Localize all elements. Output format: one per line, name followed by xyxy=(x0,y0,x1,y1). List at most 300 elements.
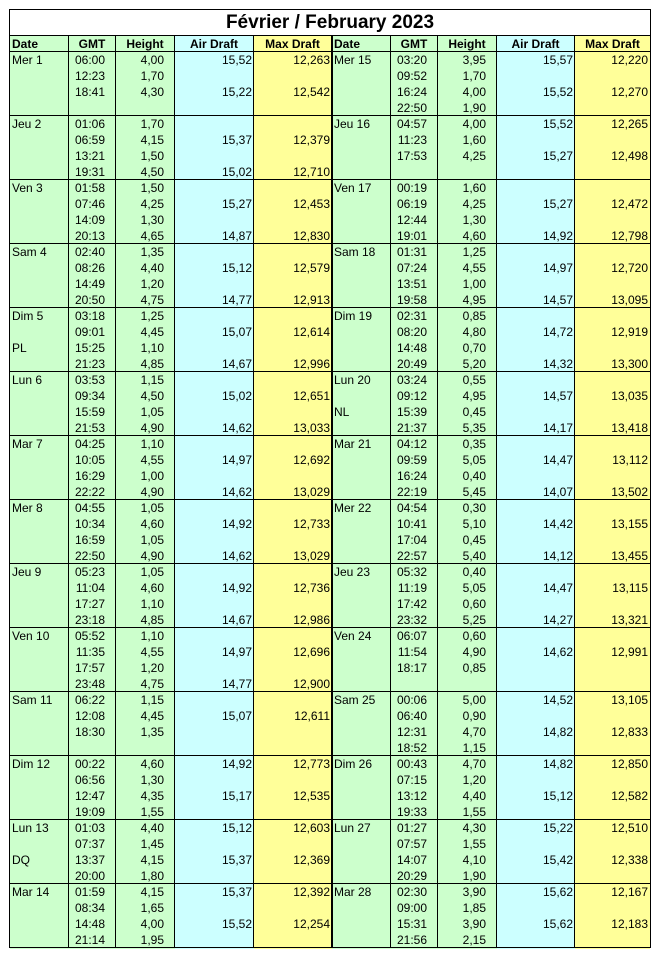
tide-height: 4,95 xyxy=(462,293,486,307)
tide-height: 1,30 xyxy=(140,773,164,787)
tide-time: 10:34 xyxy=(74,517,105,531)
air-draft-value: 15,42 xyxy=(542,853,573,867)
max-draft-value: 13,105 xyxy=(611,693,648,707)
moon-phase-label: PL xyxy=(12,341,27,355)
header-max-right: Max Draft xyxy=(575,36,650,52)
air-draft-value: 14,97 xyxy=(542,261,573,275)
tide-height: 1,65 xyxy=(140,901,164,915)
max-draft-value: 13,455 xyxy=(611,549,648,563)
tide-time: 12:31 xyxy=(396,725,427,739)
air-draft-value: 15,17 xyxy=(221,789,252,803)
tide-height: 5,05 xyxy=(462,453,486,467)
air-draft-value: 15,52 xyxy=(542,117,573,131)
tide-time: 11:04 xyxy=(75,581,105,595)
tide-height: 0,85 xyxy=(462,309,486,323)
tide-time: 17:53 xyxy=(396,149,427,163)
max-draft-value: 12,220 xyxy=(611,53,648,67)
tide-height: 1,05 xyxy=(140,405,164,419)
max-draft-value: 12,986 xyxy=(293,613,330,627)
tide-time: 18:52 xyxy=(396,741,427,755)
tide-time: 07:46 xyxy=(74,197,105,211)
tide-height: 1,60 xyxy=(462,133,486,147)
tide-height: 1,25 xyxy=(140,309,164,323)
tide-height: 3,95 xyxy=(462,53,486,67)
max-draft-value: 13,115 xyxy=(612,581,648,595)
air-draft-value: 14,77 xyxy=(221,677,252,691)
tide-height: 4,90 xyxy=(140,549,164,563)
max-draft-value: 12,270 xyxy=(611,85,648,99)
day-label: Mar 28 xyxy=(334,885,372,899)
tide-height: 4,75 xyxy=(140,293,164,307)
tide-height: 3,90 xyxy=(462,885,486,899)
air-draft-value: 14,72 xyxy=(542,325,573,339)
day-label: Mer 1 xyxy=(12,53,43,67)
air-draft-value: 14,27 xyxy=(542,613,573,627)
max-draft-value: 12,453 xyxy=(293,197,330,211)
day-label: Sam 11 xyxy=(12,693,53,707)
air-draft-value: 14,82 xyxy=(542,725,573,739)
tide-height: 1,15 xyxy=(140,693,164,707)
air-draft-value: 14,07 xyxy=(542,485,573,499)
tide-time: 02:31 xyxy=(396,309,427,323)
tide-time: 17:42 xyxy=(396,597,427,611)
max-draft-value: 12,830 xyxy=(293,229,330,243)
tide-height: 1,20 xyxy=(140,661,164,675)
tide-time: 06:00 xyxy=(74,53,105,67)
page-title: Février / February 2023 xyxy=(10,10,650,36)
column-divider xyxy=(115,36,116,947)
tide-time: 01:59 xyxy=(74,885,105,899)
tide-time: 21:56 xyxy=(396,933,427,947)
tide-height: 0,45 xyxy=(462,533,486,547)
day-label: Lun 27 xyxy=(334,821,371,835)
tide-time: 19:31 xyxy=(74,165,105,179)
tide-time: 04:12 xyxy=(396,437,427,451)
air-draft-value: 15,62 xyxy=(542,917,573,931)
tide-time: 11:54 xyxy=(397,645,427,659)
column-divider xyxy=(390,36,391,947)
tide-height: 4,70 xyxy=(462,725,486,739)
tide-time: 21:37 xyxy=(396,421,427,435)
column-divider xyxy=(437,36,438,947)
max-draft-value: 12,913 xyxy=(293,293,330,307)
max-draft-value: 12,535 xyxy=(293,789,330,803)
air-draft-value: 15,37 xyxy=(221,853,252,867)
air-draft-value: 14,87 xyxy=(221,229,252,243)
tide-time: 18:17 xyxy=(396,661,427,675)
air-draft-value: 15,52 xyxy=(221,53,252,67)
max-draft-value: 12,850 xyxy=(611,757,648,771)
tide-height: 1,55 xyxy=(462,805,486,819)
tide-height: 4,55 xyxy=(140,645,164,659)
column-divider xyxy=(253,36,254,947)
max-draft-value: 12,254 xyxy=(293,917,330,931)
tide-time: 12:08 xyxy=(74,709,105,723)
tide-height: 1,10 xyxy=(140,597,164,611)
tide-height: 1,30 xyxy=(140,213,164,227)
tide-time: 23:48 xyxy=(74,677,105,691)
max-draft-value: 13,502 xyxy=(611,485,648,499)
tide-height: 4,40 xyxy=(462,789,486,803)
day-label: Dim 26 xyxy=(334,757,373,771)
max-draft-value: 13,095 xyxy=(611,293,648,307)
tide-height: 1,05 xyxy=(140,565,164,579)
tide-height: 3,90 xyxy=(462,917,486,931)
tide-time: 13:37 xyxy=(74,853,105,867)
max-draft-value: 12,720 xyxy=(611,261,648,275)
tide-height: 4,40 xyxy=(140,261,164,275)
max-draft-value: 12,651 xyxy=(293,389,330,403)
max-draft-value: 12,798 xyxy=(611,229,648,243)
max-draft-value: 12,603 xyxy=(293,821,330,835)
tide-height: 1,25 xyxy=(462,245,486,259)
tide-height: 1,85 xyxy=(462,901,486,915)
tide-height: 4,30 xyxy=(140,85,164,99)
tide-height: 1,35 xyxy=(140,245,164,259)
header-gmt-right: GMT xyxy=(391,36,438,52)
max-draft-value: 12,472 xyxy=(611,197,648,211)
max-draft-value: 12,773 xyxy=(293,757,330,771)
tide-height: 4,90 xyxy=(140,485,164,499)
tide-time: 03:24 xyxy=(396,373,427,387)
day-label: Mar 7 xyxy=(12,437,43,451)
day-label: Mer 15 xyxy=(334,53,372,67)
tide-time: 17:27 xyxy=(74,597,105,611)
day-label: Dim 19 xyxy=(334,309,373,323)
tide-time: 19:09 xyxy=(74,805,105,819)
day-label: Ven 3 xyxy=(12,181,43,195)
day-label: Sam 18 xyxy=(334,245,376,259)
tide-time: 20:13 xyxy=(74,229,105,243)
tide-table xyxy=(9,9,651,948)
tide-height: 0,60 xyxy=(462,629,486,643)
tide-height: 4,95 xyxy=(462,389,486,403)
air-draft-value: 14,92 xyxy=(221,517,252,531)
tide-time: 07:24 xyxy=(396,261,427,275)
tide-height: 1,00 xyxy=(140,469,164,483)
day-label: Mer 8 xyxy=(12,501,43,515)
day-label: Lun 6 xyxy=(12,373,43,387)
header-height-right: Height xyxy=(438,36,497,52)
day-label: Dim 12 xyxy=(12,757,51,771)
tide-time: 08:20 xyxy=(396,325,427,339)
max-draft-value: 12,582 xyxy=(611,789,648,803)
tide-height: 1,10 xyxy=(140,629,164,643)
air-draft-value: 14,92 xyxy=(221,757,252,771)
tide-height: 1,50 xyxy=(140,181,164,195)
tide-time: 12:44 xyxy=(396,213,427,227)
tide-time: 10:05 xyxy=(74,453,105,467)
tide-height: 1,05 xyxy=(140,533,164,547)
tide-time: 01:31 xyxy=(396,245,427,259)
air-draft-value: 15,07 xyxy=(221,709,252,723)
air-draft-value: 15,37 xyxy=(221,885,252,899)
max-draft-value: 13,029 xyxy=(293,549,330,563)
tide-time: 03:18 xyxy=(74,309,105,323)
day-label: Sam 25 xyxy=(334,693,376,707)
max-draft-value: 12,498 xyxy=(611,149,648,163)
max-draft-value: 12,265 xyxy=(611,117,648,131)
tide-time: 06:59 xyxy=(74,133,105,147)
tide-time: 05:52 xyxy=(74,629,105,643)
tide-height: 4,85 xyxy=(140,613,164,627)
tide-time: 15:25 xyxy=(74,341,105,355)
tide-time: 23:18 xyxy=(74,613,105,627)
max-draft-value: 12,833 xyxy=(611,725,648,739)
tide-time: 08:34 xyxy=(74,901,105,915)
tide-time: 14:09 xyxy=(74,213,105,227)
tide-time: 12:23 xyxy=(74,69,105,83)
tide-time: 21:23 xyxy=(74,357,105,371)
tide-height: 1,60 xyxy=(462,181,486,195)
tide-height: 1,70 xyxy=(462,69,486,83)
day-label: Sam 4 xyxy=(12,245,47,259)
tide-time: 11:35 xyxy=(75,645,105,659)
max-draft-value: 12,392 xyxy=(293,885,330,899)
tide-time: 16:29 xyxy=(74,469,105,483)
day-label: Ven 24 xyxy=(334,629,372,643)
tide-height: 4,60 xyxy=(140,581,164,595)
tide-height: 0,60 xyxy=(462,597,486,611)
header-air-right: Air Draft xyxy=(497,36,575,52)
tide-height: 4,00 xyxy=(140,917,164,931)
tide-time: 07:15 xyxy=(396,773,427,787)
tide-time: 05:32 xyxy=(396,565,427,579)
tide-time: 09:34 xyxy=(74,389,105,403)
tide-time: 22:57 xyxy=(396,549,427,563)
max-draft-value: 12,379 xyxy=(293,133,330,147)
tide-height: 4,60 xyxy=(140,517,164,531)
column-divider xyxy=(174,36,175,947)
tide-height: 5,20 xyxy=(462,357,486,371)
center-divider xyxy=(331,36,333,947)
tide-height: 5,10 xyxy=(462,517,486,531)
day-label: Lun 13 xyxy=(12,821,49,835)
max-draft-value: 12,614 xyxy=(293,325,330,339)
tide-height: 1,55 xyxy=(462,837,486,851)
air-draft-value: 15,07 xyxy=(221,325,252,339)
tide-time: 04:25 xyxy=(74,437,105,451)
air-draft-value: 15,37 xyxy=(221,133,252,147)
tide-height: 1,10 xyxy=(140,341,164,355)
max-draft-value: 13,112 xyxy=(612,453,648,467)
moon-phase-label: DQ xyxy=(12,853,30,867)
max-draft-value: 13,300 xyxy=(611,357,648,371)
day-label: Lun 20 xyxy=(334,373,371,387)
tide-time: 04:54 xyxy=(396,501,427,515)
tide-time: 20:00 xyxy=(74,869,105,883)
tide-height: 1,20 xyxy=(462,773,486,787)
tide-height: 4,10 xyxy=(462,853,486,867)
tide-height: 4,55 xyxy=(462,261,486,275)
header-max: Max Draft xyxy=(254,36,332,52)
tide-height: 1,10 xyxy=(140,437,164,451)
tide-time: 22:19 xyxy=(396,485,427,499)
tide-time: 03:20 xyxy=(396,53,427,67)
column-divider xyxy=(496,36,497,947)
max-draft-value: 13,155 xyxy=(611,517,648,531)
tide-height: 4,85 xyxy=(140,357,164,371)
air-draft-value: 15,02 xyxy=(221,389,252,403)
tide-time: 08:26 xyxy=(74,261,105,275)
tide-height: 0,55 xyxy=(462,373,486,387)
max-draft-value: 13,033 xyxy=(293,421,330,435)
air-draft-value: 15,02 xyxy=(221,165,252,179)
tide-time: 01:03 xyxy=(74,821,105,835)
tide-height: 0,30 xyxy=(462,501,486,515)
air-draft-value: 14,92 xyxy=(542,229,573,243)
tide-height: 1,90 xyxy=(462,101,486,115)
tide-time: 11:19 xyxy=(397,581,427,595)
tide-time: 15:39 xyxy=(396,405,427,419)
max-draft-value: 12,167 xyxy=(611,885,648,899)
air-draft-value: 14,47 xyxy=(542,581,573,595)
tide-height: 1,35 xyxy=(140,725,164,739)
tide-time: 16:59 xyxy=(74,533,105,547)
tide-time: 17:04 xyxy=(396,533,427,547)
column-divider xyxy=(574,36,575,947)
day-label: Mar 21 xyxy=(334,437,372,451)
tide-height: 0,40 xyxy=(462,469,486,483)
max-draft-value: 12,542 xyxy=(293,85,330,99)
tide-time: 21:14 xyxy=(74,933,105,947)
tide-time: 20:50 xyxy=(74,293,105,307)
tide-time: 07:57 xyxy=(396,837,427,851)
day-label: Jeu 23 xyxy=(334,565,371,579)
air-draft-value: 14,12 xyxy=(542,549,573,563)
air-draft-value: 14,62 xyxy=(221,485,252,499)
tide-time: 03:53 xyxy=(74,373,105,387)
air-draft-value: 14,57 xyxy=(542,293,573,307)
air-draft-value: 15,62 xyxy=(542,885,573,899)
tide-height: 0,40 xyxy=(462,565,486,579)
max-draft-value: 12,710 xyxy=(293,165,330,179)
tide-time: 06:07 xyxy=(396,629,427,643)
air-draft-value: 14,67 xyxy=(221,357,252,371)
tide-time: 01:06 xyxy=(74,117,105,131)
tide-time: 00:22 xyxy=(74,757,105,771)
tide-height: 1,55 xyxy=(140,805,164,819)
day-label: Jeu 16 xyxy=(334,117,371,131)
tide-height: 4,90 xyxy=(140,421,164,435)
tide-height: 4,40 xyxy=(140,821,164,835)
tide-time: 02:30 xyxy=(396,885,427,899)
tide-time: 13:51 xyxy=(396,277,427,291)
tide-time: 09:01 xyxy=(74,325,105,339)
tide-height: 4,25 xyxy=(462,197,486,211)
max-draft-value: 13,035 xyxy=(611,389,648,403)
tide-height: 0,45 xyxy=(462,405,486,419)
tide-time: 14:07 xyxy=(396,853,427,867)
column-divider xyxy=(68,36,69,947)
tide-time: 09:12 xyxy=(396,389,427,403)
air-draft-value: 14,57 xyxy=(542,389,573,403)
air-draft-value: 14,62 xyxy=(221,421,252,435)
tide-time: 13:12 xyxy=(396,789,427,803)
tide-height: 1,95 xyxy=(140,933,164,947)
air-draft-value: 14,67 xyxy=(221,613,252,627)
tide-height: 1,15 xyxy=(140,373,164,387)
tide-time: 09:52 xyxy=(396,69,427,83)
tide-height: 4,75 xyxy=(140,677,164,691)
tide-height: 4,50 xyxy=(140,389,164,403)
tide-height: 1,50 xyxy=(140,149,164,163)
max-draft-value: 12,736 xyxy=(293,581,330,595)
max-draft-value: 12,692 xyxy=(293,453,330,467)
tide-time: 11:23 xyxy=(397,133,427,147)
max-draft-value: 12,733 xyxy=(293,517,330,531)
air-draft-value: 15,12 xyxy=(542,789,573,803)
tide-height: 4,00 xyxy=(462,117,486,131)
tide-time: 10:41 xyxy=(396,517,427,531)
tide-time: 00:19 xyxy=(396,181,427,195)
tide-time: 20:29 xyxy=(396,869,427,883)
tide-time: 14:49 xyxy=(74,277,105,291)
max-draft-value: 13,321 xyxy=(611,613,648,627)
max-draft-value: 12,900 xyxy=(293,677,330,691)
tide-time: 09:59 xyxy=(396,453,427,467)
tide-height: 4,65 xyxy=(140,229,164,243)
tide-time: 06:40 xyxy=(396,709,427,723)
moon-phase-label: NL xyxy=(334,405,350,419)
tide-height: 4,15 xyxy=(140,885,164,899)
max-draft-value: 12,183 xyxy=(611,917,648,931)
tide-time: 19:01 xyxy=(396,229,427,243)
tide-height: 5,25 xyxy=(462,613,486,627)
tide-height: 1,00 xyxy=(462,277,486,291)
day-label: Jeu 9 xyxy=(12,565,42,579)
tide-time: 22:22 xyxy=(74,485,105,499)
air-draft-value: 14,62 xyxy=(542,645,573,659)
air-draft-value: 14,32 xyxy=(542,357,573,371)
air-draft-value: 15,12 xyxy=(221,821,252,835)
tide-time: 14:48 xyxy=(74,917,105,931)
tide-height: 4,35 xyxy=(140,789,164,803)
tide-height: 4,60 xyxy=(462,229,486,243)
air-draft-value: 15,57 xyxy=(542,53,573,67)
tide-time: 00:06 xyxy=(396,693,427,707)
tide-time: 04:55 xyxy=(74,501,105,515)
max-draft-value: 12,263 xyxy=(293,53,330,67)
tide-time: 00:43 xyxy=(396,757,427,771)
air-draft-value: 14,62 xyxy=(221,549,252,563)
header-date-right: Date xyxy=(332,36,391,52)
day-label: Jeu 2 xyxy=(12,117,42,131)
max-draft-value: 12,579 xyxy=(293,261,330,275)
tide-time: 15:59 xyxy=(74,405,105,419)
day-label: Mer 22 xyxy=(334,501,372,515)
header-air: Air Draft xyxy=(175,36,254,52)
air-draft-value: 14,42 xyxy=(542,517,573,531)
max-draft-value: 12,696 xyxy=(293,645,330,659)
header-height: Height xyxy=(116,36,175,52)
air-draft-value: 15,12 xyxy=(221,261,252,275)
tide-height: 4,60 xyxy=(140,757,164,771)
max-draft-value: 12,369 xyxy=(293,853,330,867)
tide-time: 15:31 xyxy=(396,917,427,931)
tide-time: 14:48 xyxy=(396,341,427,355)
tide-time: 04:57 xyxy=(396,117,427,131)
tide-height: 4,50 xyxy=(140,165,164,179)
day-label: Mar 14 xyxy=(12,885,50,899)
tide-time: 18:30 xyxy=(74,725,105,739)
air-draft-value: 14,17 xyxy=(542,421,573,435)
air-draft-value: 14,82 xyxy=(542,757,573,771)
tide-time: 07:37 xyxy=(74,837,105,851)
day-label: Ven 10 xyxy=(12,629,50,643)
tide-time: 06:22 xyxy=(74,693,105,707)
tide-height: 4,45 xyxy=(140,709,164,723)
